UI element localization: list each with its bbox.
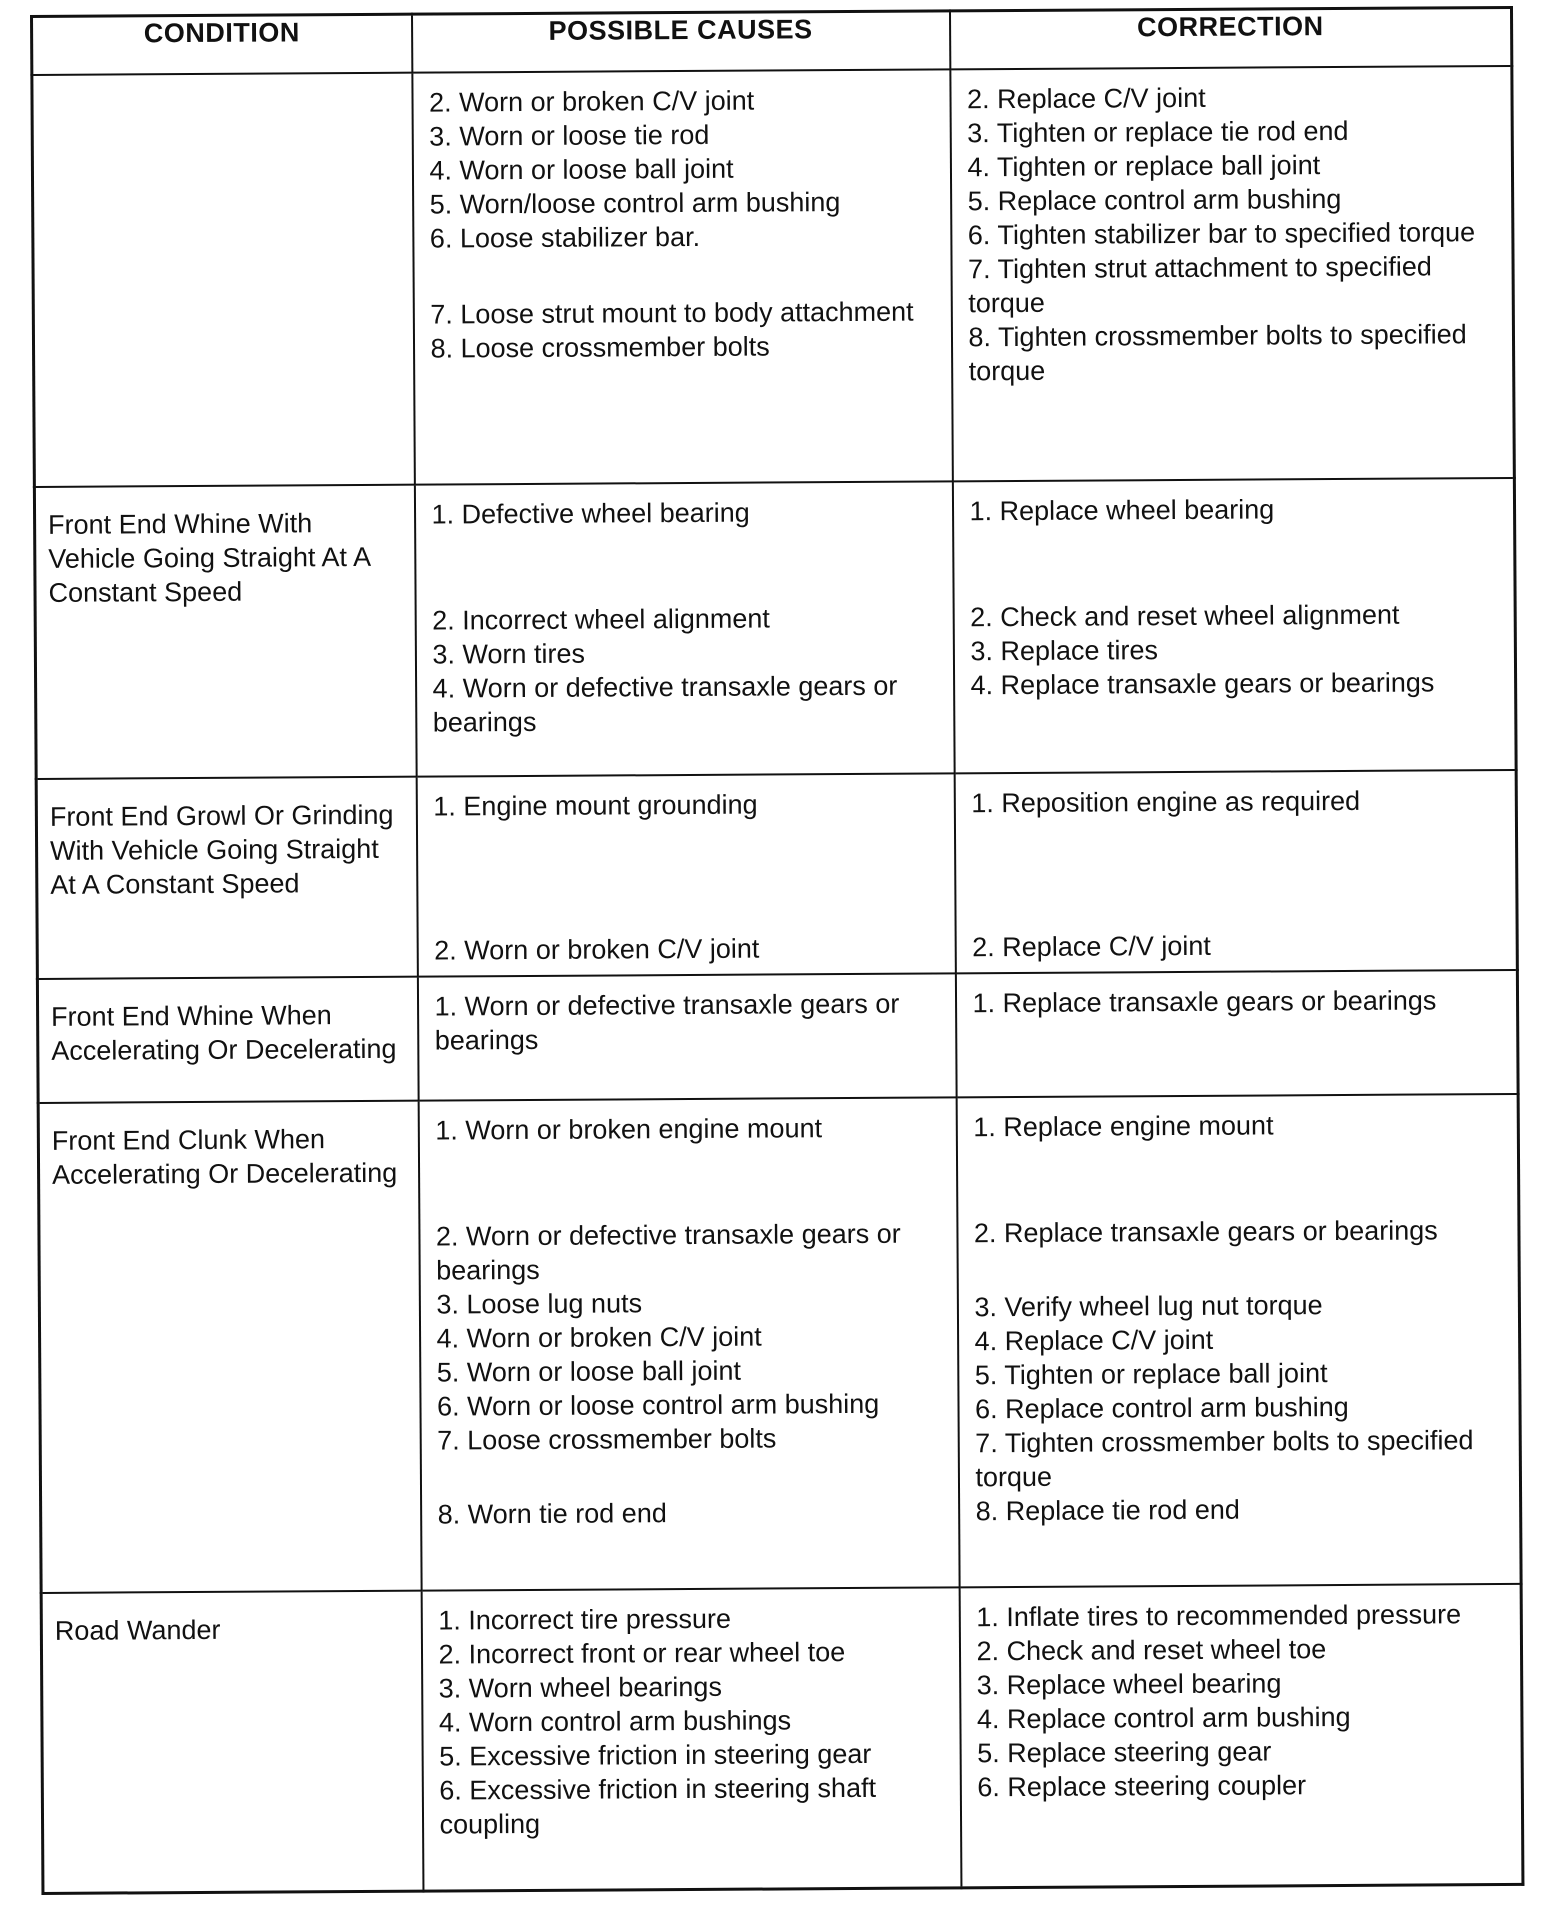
correction-item: 6. Replace control arm bushing [974,1391,1349,1425]
header-condition: CONDITION [32,14,412,75]
correction-item: 2. Check and reset wheel alignment [970,599,1400,633]
cause-item: 5. Excessive friction in steering gear [439,1738,872,1772]
cause-item: 2. Incorrect wheel alignment [432,603,770,636]
correction-item: 1. Replace transaxle gears or bearings [972,985,1437,1019]
condition-cell: Front End Whine When Accelerating Or Decelerating [37,977,418,1103]
causes-cell [418,1097,959,1590]
correction-item: 1. Replace engine mount [973,1110,1274,1143]
condition-cell: Front End Growl Or Grinding With Vehicle Going Straight At A Constant Speed [36,777,417,979]
condition-cell: Road Wander [41,1591,423,1893]
header-row [32,7,1512,75]
cause-item: 4. Worn or defective transaxle gears or bearings [432,670,898,738]
causes-cell [414,481,954,776]
correction-item: 5. Replace control arm bushing [967,183,1342,217]
condition-cell: Front End Clunk When Accelerating Or Decelerating [38,1101,421,1593]
cause-item: 7. Loose strut mount to body attachment [430,296,914,330]
correction-item: 2. Replace C/V joint [966,82,1206,115]
correction-item: 6. Replace steering coupler [977,1770,1307,1803]
cause-item: 7. Loose crossmember bolts [437,1423,777,1456]
cause-item: 1. Worn or broken engine mount [435,1113,823,1146]
diagnosis-table [30,6,1524,1895]
cause-item: 5. Worn or loose ball joint [436,1355,742,1388]
cause-item: 3. Worn wheel bearings [438,1671,722,1704]
correction-item: 2. Replace transaxle gears or bearings [973,1215,1438,1249]
correction-item: 5. Replace steering gear [977,1736,1272,1769]
correction-item: 1. Inflate tires to recommended pressure [976,1599,1462,1633]
causes-cell [421,1587,961,1890]
cause-item: 6. Worn or loose control arm bushing [436,1388,880,1422]
condition-cell: Front End Whine With Vehicle Going Straight At A Constant Speed [34,485,416,779]
header-correction: CORRECTION [949,7,1511,69]
correction-item: 4. Tighten or replace ball joint [967,150,1321,183]
cause-item: 2. Worn or broken C/V joint [428,85,755,118]
header-possible-causes: POSSIBLE CAUSES [412,11,950,73]
correction-cell [956,1094,1521,1587]
cause-item: 1. Defective wheel bearing [431,497,750,530]
cause-item: 4. Worn control arm bushings [438,1705,792,1738]
cause-item: 8. Worn tie rod end [437,1498,667,1530]
cause-item: 1. Worn or defective transaxle gears or bearings [434,988,900,1056]
correction-item: 3. Verify wheel lug nut torque [974,1290,1323,1323]
correction-cell [952,478,1516,773]
cause-item: 5. Worn/loose control arm bushing [429,187,841,220]
condition-cell [32,73,415,487]
correction-item: 3. Tighten or replace tie rod end [967,115,1349,149]
table-row [38,1094,1521,1593]
cause-item: 1. Incorrect tire pressure [438,1603,732,1636]
correction-item: 3. Replace tires [970,635,1159,667]
diagnosis-page [30,6,1521,1895]
table-row [32,66,1514,487]
cause-item: 4. Worn or broken C/V joint [436,1321,762,1354]
correction-cell [954,770,1517,973]
cause-item: 8. Loose crossmember bolts [430,331,770,364]
cause-item: 3. Loose lug nuts [436,1288,643,1320]
table-row [41,1584,1523,1893]
correction-item: 1. Replace wheel bearing [969,494,1275,527]
cause-item: 2. Incorrect front or rear wheel toe [438,1637,846,1670]
cause-item: 4. Worn or loose ball joint [429,153,734,186]
correction-item: 8. Tighten crossmember bolts to specified torque [968,319,1467,387]
causes-cell [416,773,955,976]
table-row [37,970,1518,1103]
correction-item: 4. Replace C/V joint [974,1324,1214,1357]
correction-cell [955,970,1518,1097]
correction-cell [950,66,1515,481]
correction-item: 2. Check and reset wheel toe [976,1634,1327,1667]
correction-item: 4. Replace control arm bushing [976,1701,1351,1735]
cause-item: 2. Worn or defective transaxle gears or bearings [435,1218,901,1286]
correction-item: 8. Replace tie rod end [975,1494,1240,1527]
correction-item: 3. Replace wheel bearing [976,1668,1282,1701]
correction-item: 5. Tighten or replace ball joint [974,1358,1328,1391]
correction-item: 4. Replace transaxle gears or bearings [970,667,1435,701]
cause-item: 6. Loose stabilizer bar. [429,221,701,254]
correction-item: 7. Tighten crossmember bolts to specified torque [975,1425,1474,1493]
correction-item: 6. Tighten stabilizer bar to specified torque [967,217,1476,251]
cause-item: 1. Engine mount grounding [433,789,758,822]
cause-item: 6. Excessive friction in steering shaft coupling [439,1772,877,1840]
correction-cell [959,1584,1523,1887]
correction-item: 1. Reposition engine as required [971,785,1361,819]
cause-item: 3. Worn tires [432,638,586,670]
correction-item: 7. Tighten strut attachment to specified torque [967,251,1432,319]
correction-item: 2. Replace C/V joint [972,930,1211,963]
table-row [36,770,1517,979]
table-row [34,478,1516,779]
causes-cell [412,69,953,484]
cause-item: 3. Worn or loose tie rod [429,119,710,152]
causes-cell [417,973,956,1100]
cause-item: 2. Worn or broken C/V joint [434,933,760,966]
